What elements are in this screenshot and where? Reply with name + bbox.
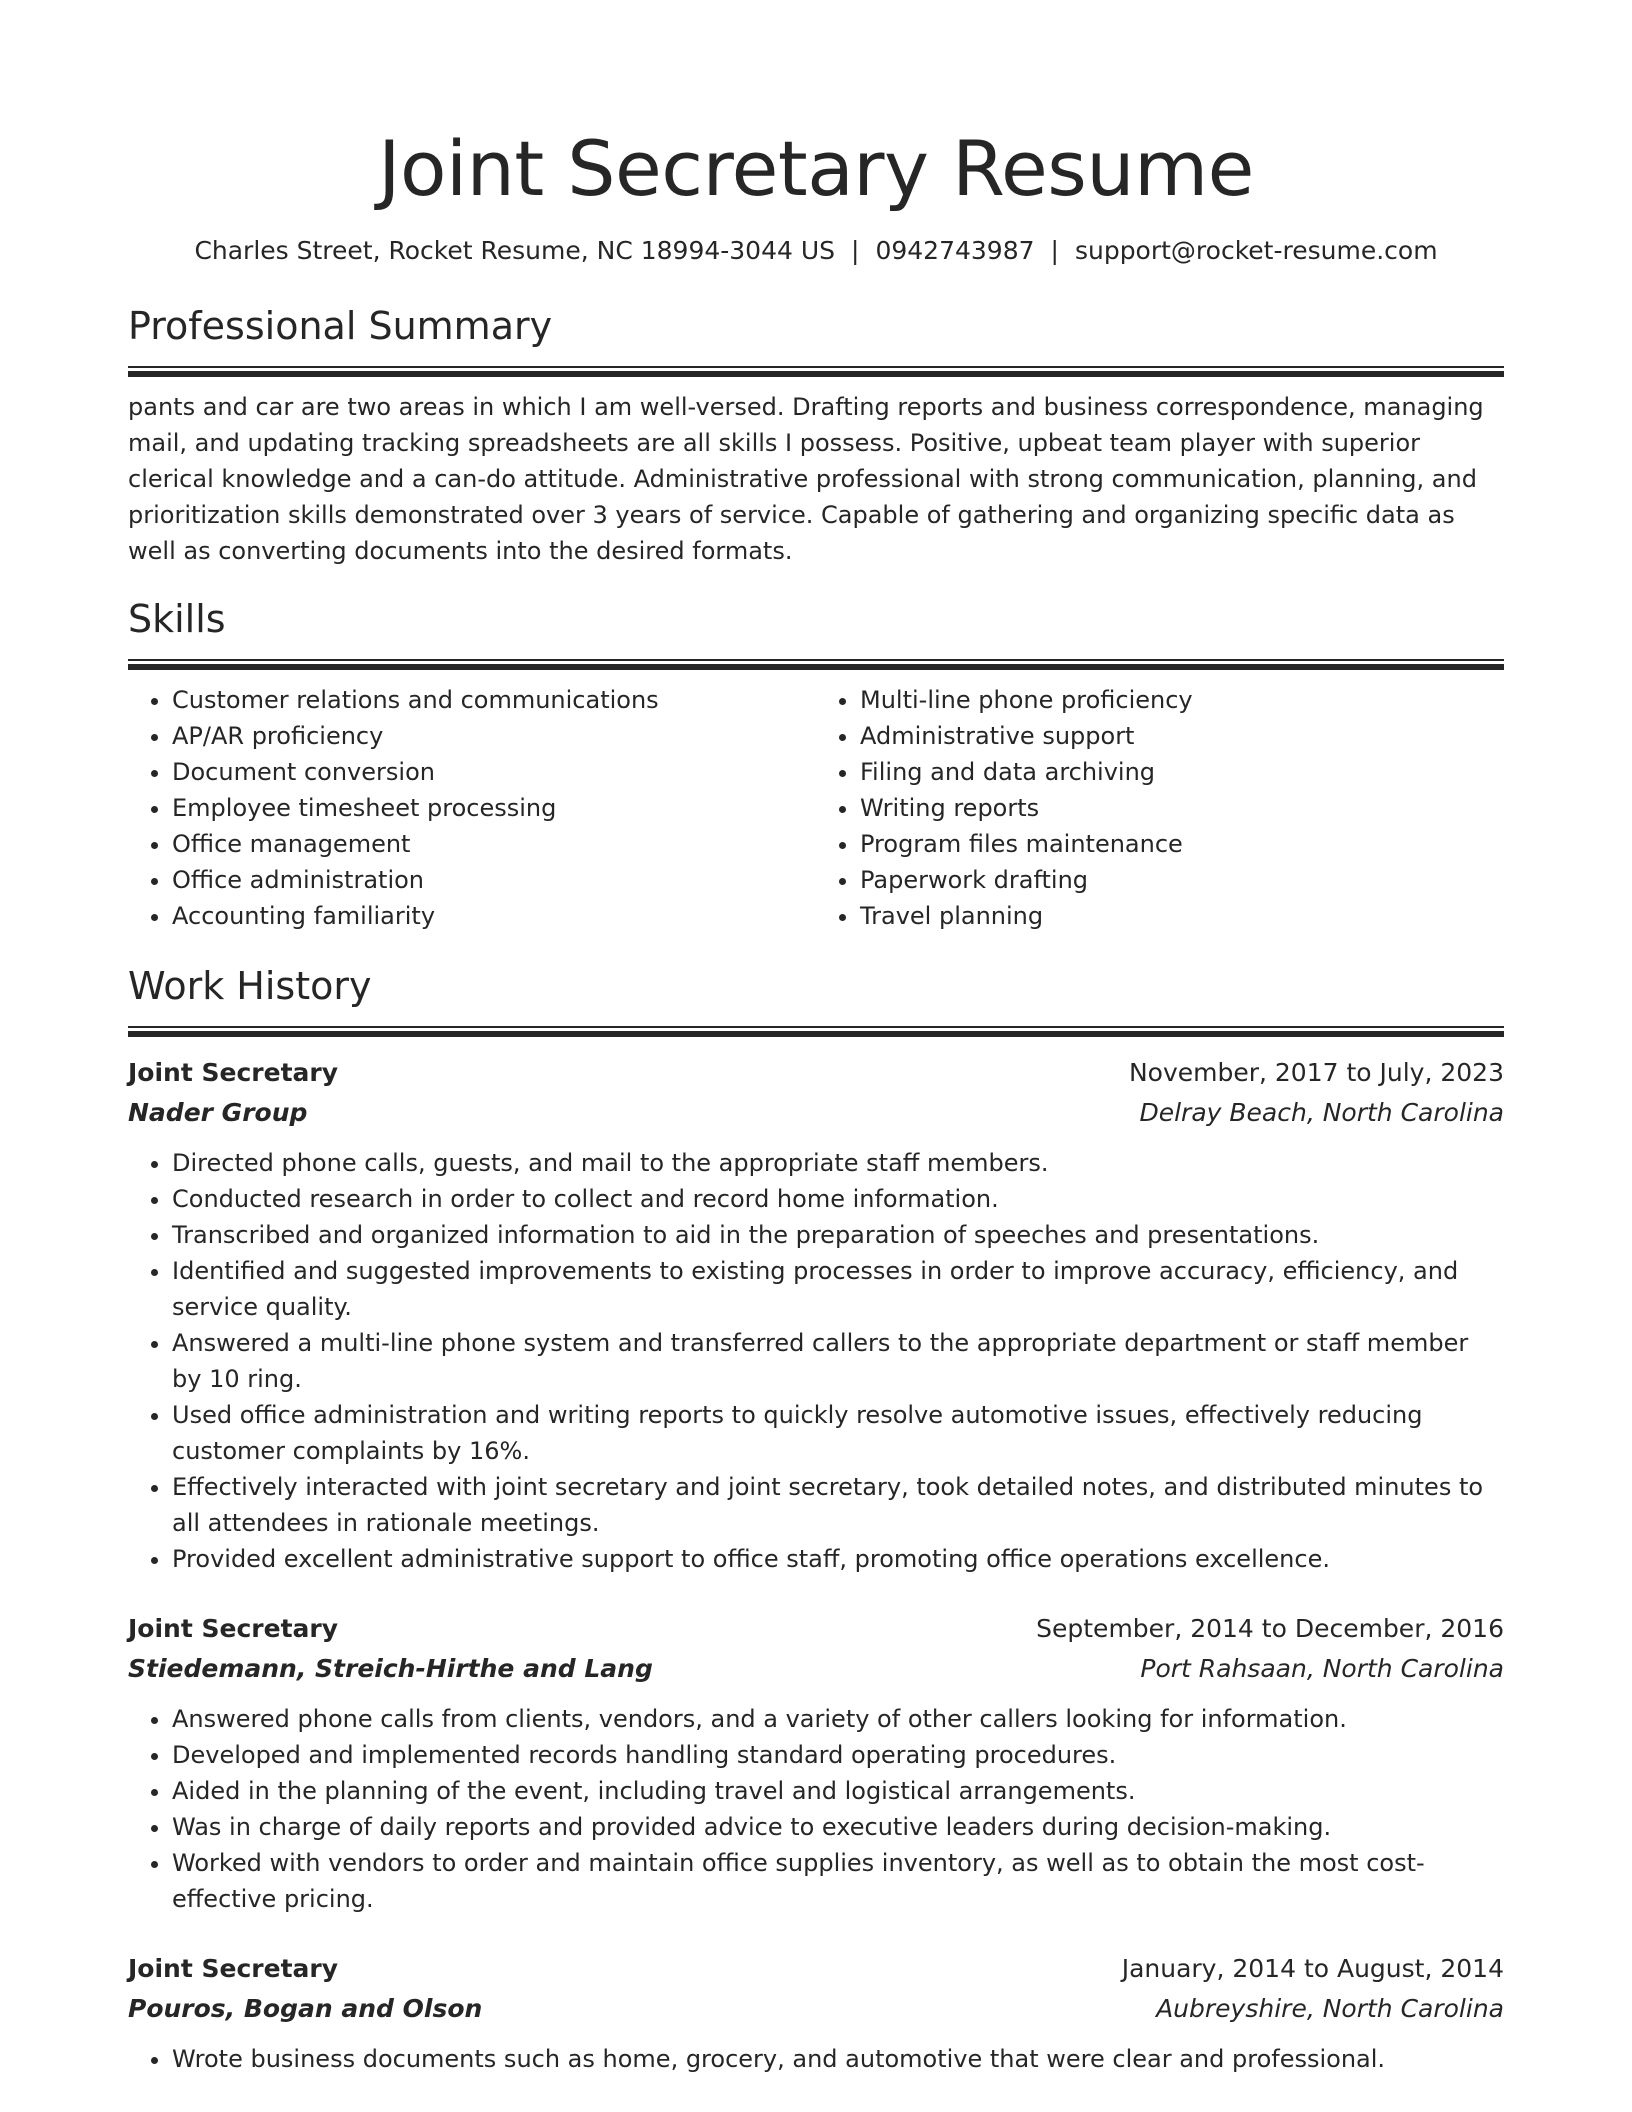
job-bullet: • Was in charge of daily reports and provided advice to executive leaders during decision-making.: [172, 1809, 1504, 1845]
summary-section: [128, 302, 1504, 569]
job-bullets: [128, 2041, 1504, 2077]
job-bullet: • Wrote business documents such as home, grocery, and automotive that were clear and professional.: [172, 2041, 1504, 2077]
skills-section: [128, 595, 1504, 934]
skill-item: • Document conversion: [172, 754, 816, 790]
contact-address: Charles Street, Rocket Resume, NC 18994-3044 US: [194, 236, 836, 265]
job-company: Nader Group: [128, 1098, 308, 1127]
skill-item: • Employee timesheet processing: [172, 790, 816, 826]
job-bullet: • Identified and suggested improvements to existing processes in order to improve accuracy, efficiency, and service quality.: [172, 1253, 1504, 1325]
work-heading: Work History: [128, 964, 372, 1008]
job-header: [128, 1053, 1504, 1093]
job-location: Port Rahsaan, North Carolina: [1140, 1654, 1504, 1683]
job-company: Stiedemann, Streich-Hirthe and Lang: [128, 1654, 653, 1683]
job-dates: September, 2014 to December, 2016: [1036, 1614, 1504, 1643]
skill-item: • Program files maintenance: [860, 826, 1504, 862]
contact-email: support@rocket-resume.com: [1074, 236, 1438, 265]
skill-item: • Administrative support: [860, 718, 1504, 754]
job-bullet: • Worked with vendors to order and maintain office supplies inventory, as well as to obtain the most cost-effective pricing.: [172, 1845, 1504, 1917]
job-subheader: [128, 1989, 1504, 2029]
skill-item: • Customer relations and communications: [172, 682, 816, 718]
section-divider: [128, 659, 1504, 670]
skill-item: • Travel planning: [860, 898, 1504, 934]
job-location: Aubreyshire, North Carolina: [1156, 1994, 1504, 2023]
skill-item: • Filing and data archiving: [860, 754, 1504, 790]
job-bullet: • Conducted research in order to collect and record home information.: [172, 1181, 1504, 1217]
job-bullet: • Aided in the planning of the event, including travel and logistical arrangements.: [172, 1773, 1504, 1809]
job-bullets: [128, 1701, 1504, 1917]
job-bullet: • Transcribed and organized information to aid in the preparation of speeches and presentations.: [172, 1217, 1504, 1253]
job-title: Joint Secretary: [128, 1954, 339, 1983]
job-subheader: [128, 1649, 1504, 1689]
skill-item: • AP/AR proficiency: [172, 718, 816, 754]
skills-list-right: [816, 682, 1504, 934]
skills-columns: [128, 682, 1504, 934]
job-subheader: [128, 1093, 1504, 1133]
job-bullet: • Developed and implemented records handling standard operating procedures.: [172, 1737, 1504, 1773]
skill-item: • Writing reports: [860, 790, 1504, 826]
job-bullet: • Used office administration and writing reports to quickly resolve automotive issues, effectively reducing customer complaints by 16%.: [172, 1397, 1504, 1469]
job-entry: [128, 1949, 1504, 2077]
job-bullet: • Directed phone calls, guests, and mail to the appropriate staff members.: [172, 1145, 1504, 1181]
job-header: [128, 1949, 1504, 1989]
skill-item: • Office administration: [172, 862, 816, 898]
job-entry: [128, 1609, 1504, 1917]
job-bullet: • Answered phone calls from clients, vendors, and a variety of other callers looking for information.: [172, 1701, 1504, 1737]
contact-phone: 0942743987: [875, 236, 1035, 265]
job-bullet: • Provided excellent administrative support to office staff, promoting office operations excellence.: [172, 1541, 1504, 1577]
skills-heading: Skills: [128, 597, 226, 641]
skill-item: • Paperwork drafting: [860, 862, 1504, 898]
contact-line: [128, 234, 1504, 268]
job-company: Pouros, Bogan and Olson: [128, 1994, 483, 2023]
job-dates: November, 2017 to July, 2023: [1128, 1058, 1504, 1087]
job-entry: [128, 1053, 1504, 1577]
skill-item: • Multi-line phone proficiency: [860, 682, 1504, 718]
job-bullets: [128, 1145, 1504, 1577]
job-location: Delray Beach, North Carolina: [1139, 1098, 1504, 1127]
section-divider: [128, 366, 1504, 377]
job-bullet: • Answered a multi-line phone system and transferred callers to the appropriate department or staff member by 10 ring.: [172, 1325, 1504, 1397]
summary-heading: Professional Summary: [128, 304, 553, 348]
section-divider: [128, 1026, 1504, 1037]
summary-text: pants and car are two areas in which I am well-versed. Drafting reports and business correspondence, managing mail, and updating tracking spreadsheets are all skills I possess. Positive, upbeat team player with superior clerical knowledge and a can-do attitude. Administrative professional with strong communication, planning, and prioritization skills demonstrated over 3 years of service. Capable of gathering and organizing specific data as well as converting documents into the desired formats.: [128, 393, 1484, 565]
skill-item: • Accounting familiarity: [172, 898, 816, 934]
job-title: Joint Secretary: [128, 1058, 339, 1087]
skills-list-left: [128, 682, 816, 934]
contact-separator: |: [851, 236, 860, 265]
job-title: Joint Secretary: [128, 1614, 339, 1643]
job-bullet: • Effectively interacted with joint secretary and joint secretary, took detailed notes, and distributed minutes to all attendees in rationale meetings.: [172, 1469, 1504, 1541]
work-section: [128, 962, 1504, 2077]
page-title: Joint Secretary Resume: [378, 124, 1254, 213]
job-dates: January, 2014 to August, 2014: [1121, 1954, 1504, 1983]
contact-separator: |: [1050, 236, 1059, 265]
skill-item: • Office management: [172, 826, 816, 862]
job-header: [128, 1609, 1504, 1649]
